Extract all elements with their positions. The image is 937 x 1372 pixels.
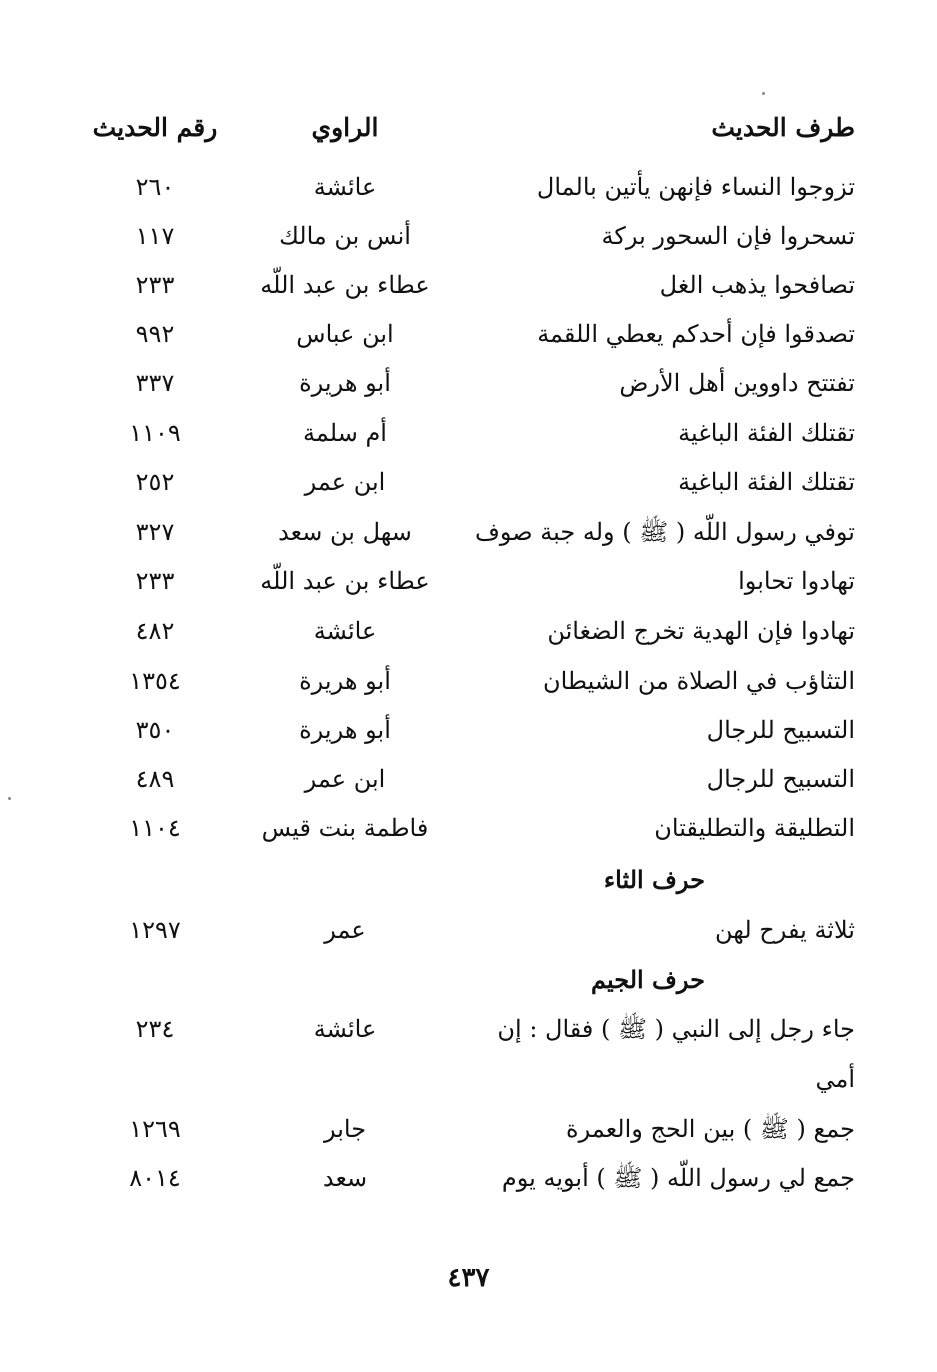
hadith-number: ١١٧ <box>135 222 175 250</box>
narrator: فاطمة بنت قيس <box>261 814 429 842</box>
section-title: حرف الثاء <box>603 865 705 894</box>
hadith-text: جاء رجل إلى النبي ( ﷺ ) فقال : إن <box>497 1015 855 1043</box>
table-row <box>0 358 937 408</box>
table-row <box>0 507 937 557</box>
hadith-text: تقتلك الفئة الباغية <box>678 468 855 496</box>
table-row <box>0 556 937 606</box>
scan-speck <box>762 92 765 95</box>
hadith-number: ٢٥٢ <box>135 468 175 496</box>
narrator: عمر <box>324 916 366 944</box>
hadith-text: تقتلك الفئة الباغية <box>678 419 855 447</box>
table-row <box>0 606 937 656</box>
table-row <box>0 408 937 458</box>
hadith-text: التسبيح للرجال <box>706 765 855 793</box>
hadith-text: تفتتح داووين أهل الأرض <box>619 369 855 397</box>
header-narrator: الراوي <box>311 113 379 142</box>
continuation-text: أمي <box>815 1065 855 1093</box>
table-row <box>0 1004 937 1054</box>
hadith-text: توفي رسول اللّه ( ﷺ ) وله جبة صوف <box>474 518 855 546</box>
narrator: عائشة <box>313 173 377 201</box>
narrator: ابن عمر <box>304 765 386 793</box>
hadith-number: ٢٣٣ <box>135 567 175 595</box>
hadith-text: ثلاثة يفرح لهن <box>714 916 855 944</box>
narrator: عطاء بن عبد اللّه <box>260 271 430 299</box>
section-heading-jim <box>0 955 937 1005</box>
narrator: أبو هريرة <box>299 667 391 695</box>
hadith-number: ٣٢٧ <box>135 518 175 546</box>
hadith-text: جمع ( ﷺ ) بين الحج والعمرة <box>566 1115 855 1143</box>
hadith-text: تسحروا فإن السحور بركة <box>601 222 855 250</box>
hadith-number: ٤٨٢ <box>135 617 175 645</box>
narrator: سعد <box>322 1164 368 1192</box>
scan-speck <box>8 797 11 800</box>
hadith-text: تصافحوا يذهب الغل <box>659 271 855 299</box>
hadith-number: ٣٣٧ <box>135 369 175 397</box>
hadith-text: تهادوا تحابوا <box>738 567 855 595</box>
hadith-number: ٨٠١٤ <box>129 1164 181 1192</box>
narrator: أبو هريرة <box>299 716 391 744</box>
section-title: حرف الجيم <box>591 965 705 994</box>
table-row <box>0 309 937 359</box>
narrator: عائشة <box>313 1015 377 1043</box>
narrator: عائشة <box>313 617 377 645</box>
table-row <box>0 705 937 755</box>
hadith-number: ١١٠٩ <box>129 419 181 447</box>
narrator: ابن عباس <box>296 320 394 348</box>
hadith-text-continuation <box>0 1054 937 1104</box>
table-row <box>0 457 937 507</box>
page-number: ٤٣٧ <box>447 1263 490 1293</box>
hadith-number: ١٢٦٩ <box>129 1115 181 1143</box>
hadith-number: ٤٨٩ <box>135 765 175 793</box>
table-row <box>0 162 937 212</box>
hadith-number: ١٢٩٧ <box>129 916 181 944</box>
narrator: سهل بن سعد <box>278 518 412 546</box>
hadith-number: ١١٠٤ <box>129 814 181 842</box>
table-row <box>0 803 937 853</box>
hadith-text: التطليقة والتطليقتان <box>654 814 855 842</box>
hadith-text: تصدقوا فإن أحدكم يعطي اللقمة <box>537 320 855 348</box>
narrator: أنس بن مالك <box>279 222 411 250</box>
section-heading-tha <box>0 855 937 905</box>
table-row <box>0 1104 937 1154</box>
hadith-number: ٣٥٠ <box>135 716 175 744</box>
narrator: ابن عمر <box>304 468 386 496</box>
hadith-number: ١٣٥٤ <box>129 667 181 695</box>
header-hadith: طرف الحديث <box>711 113 855 142</box>
table-row <box>0 754 937 804</box>
hadith-text: تهادوا فإن الهدية تخرج الضغائن <box>547 617 855 645</box>
table-header <box>0 103 937 153</box>
table-row <box>0 1153 937 1203</box>
table-row <box>0 905 937 955</box>
hadith-number: ٢٣٣ <box>135 271 175 299</box>
table-row <box>0 211 937 261</box>
narrator: أبو هريرة <box>299 369 391 397</box>
hadith-number: ٩٩٢ <box>135 320 175 348</box>
narrator: جابر <box>323 1115 367 1143</box>
hadith-number: ٢٣٤ <box>135 1015 175 1043</box>
hadith-text: التثاؤب في الصلاة من الشيطان <box>542 667 855 695</box>
hadith-text: تزوجوا النساء فإنهن يأتين بالمال <box>536 173 855 201</box>
hadith-text: جمع لي رسول اللّه ( ﷺ ) أبويه يوم <box>501 1164 855 1192</box>
narrator: أم سلمة <box>303 419 387 447</box>
hadith-text: التسبيح للرجال <box>706 716 855 744</box>
header-number: رقم الحديث <box>92 113 218 142</box>
table-row <box>0 260 937 310</box>
table-row <box>0 656 937 706</box>
narrator: عطاء بن عبد اللّه <box>260 567 430 595</box>
hadith-number: ٢٦٠ <box>135 173 175 201</box>
